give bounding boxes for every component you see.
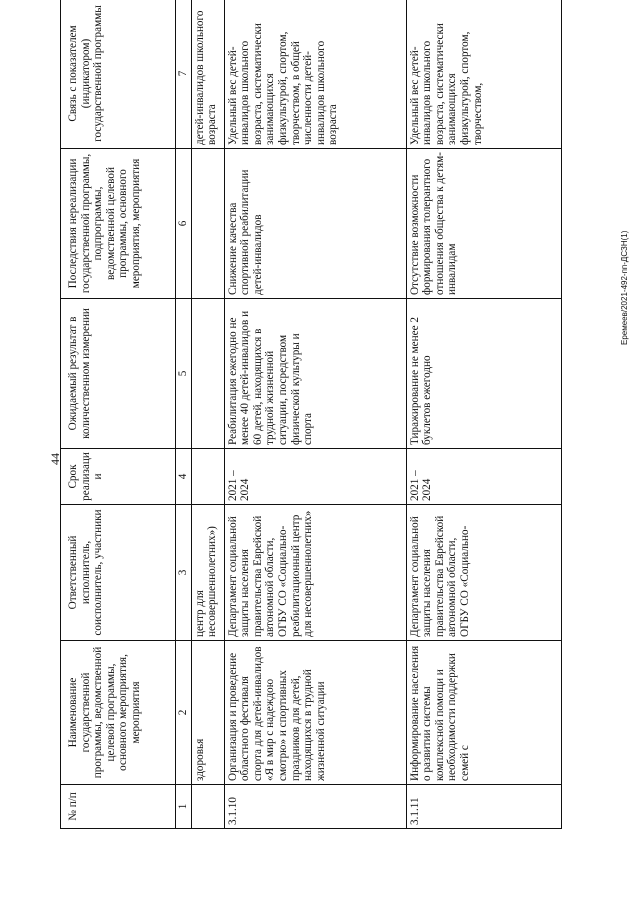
table-row bbox=[406, 0, 561, 829]
header-cell-name: Наименование государственной программы, ведомственной целевой программы, основного мероприятия, мероприятия bbox=[61, 641, 176, 785]
column-number: 1 bbox=[176, 785, 192, 829]
footer-stamp: Еремеев/2021-492-пп-ДСЗН(1) bbox=[620, 230, 629, 345]
cell-executor: Департамент социальной защиты населения правительства Еврейской автономной области, ОГБУ СО «Социально-реабилитационный центр для несовершеннолетних» bbox=[224, 505, 406, 641]
header-cell-term: Срок реализации bbox=[61, 449, 176, 505]
cell-executor: Департамент социальной защиты населения правительства Еврейской автономной области, ОГБУ СО «Социально- bbox=[406, 505, 561, 641]
column-number: 7 bbox=[176, 0, 192, 149]
cell-num: 3.1.11 bbox=[406, 785, 561, 829]
column-number: 6 bbox=[176, 149, 192, 299]
table-row bbox=[191, 0, 224, 829]
header-cell-indicator: Связь с показателем (индикатором) государственной программы bbox=[61, 0, 176, 149]
cell-num bbox=[191, 785, 224, 829]
cell-executor: центр для несовершеннолетних») bbox=[191, 505, 224, 641]
cell-indicator: Удельный вес детей-инвалидов школьного возраста, систематически занимающихся физкультурой, спортом, творчеством, bbox=[406, 0, 561, 149]
header-cell-num: № п/п bbox=[61, 785, 176, 829]
cell-indicator: Удельный вес детей-инвалидов школьного возраста, систематически занимающихся физкультурой, спортом, творчеством, в общей численности детей-инвалидов школьного возраста bbox=[224, 0, 406, 149]
cell-consequence: Отсутствие возможности формирования толерантного отношения общества к детям-инвалидам bbox=[406, 149, 561, 299]
column-number-row bbox=[176, 0, 192, 829]
cell-indicator: детей-инвалидов школьного возраста bbox=[191, 0, 224, 149]
cell-result: Тиражирование не менее 2 буклетов ежегодно bbox=[406, 299, 561, 449]
cell-term: 2021 – 2024 bbox=[224, 449, 406, 505]
column-number: 3 bbox=[176, 505, 192, 641]
cell-consequence: Снижение качества спортивной реабилитации детей-инвалидов bbox=[224, 149, 406, 299]
program-table bbox=[60, 0, 562, 829]
cell-term bbox=[191, 449, 224, 505]
header-cell-result: Ожидаемый результат в количественном измерении bbox=[61, 299, 176, 449]
header-cell-consequence: Последствия нереализации государственной программы, подпрограммы, ведомственной целевой программы, основного мероприятия, мероприятия bbox=[61, 149, 176, 299]
header-cell-executor: Ответственный исполнитель, соисполнитель, участники bbox=[61, 505, 176, 641]
cell-term: 2021 – 2024 bbox=[406, 449, 561, 505]
cell-num: 3.1.10 bbox=[224, 785, 406, 829]
column-number: 4 bbox=[176, 449, 192, 505]
cell-consequence bbox=[191, 149, 224, 299]
cell-name: Организация и проведение областного фестиваля спорта для детей-инвалидов «Я в мир с надеждою смотрю» и спортивных праздников для детей, находящихся в трудной жизненной ситуации bbox=[224, 641, 406, 785]
cell-name: здоровья bbox=[191, 641, 224, 785]
page-number: 44 bbox=[48, 453, 62, 465]
cell-result: Реабилитация ежегодно не менее 40 детей-инвалидов и 60 детей, находящихся в трудной жизненной ситуации, посредством физической культуры и спорта bbox=[224, 299, 406, 449]
column-number: 2 bbox=[176, 641, 192, 785]
table-header-row bbox=[61, 0, 176, 829]
cell-result bbox=[191, 299, 224, 449]
cell-name: Информирование населения о развитии системы комплексной помощи и необходимости поддержки семей с bbox=[406, 641, 561, 785]
table-row bbox=[224, 0, 406, 829]
column-number: 5 bbox=[176, 299, 192, 449]
